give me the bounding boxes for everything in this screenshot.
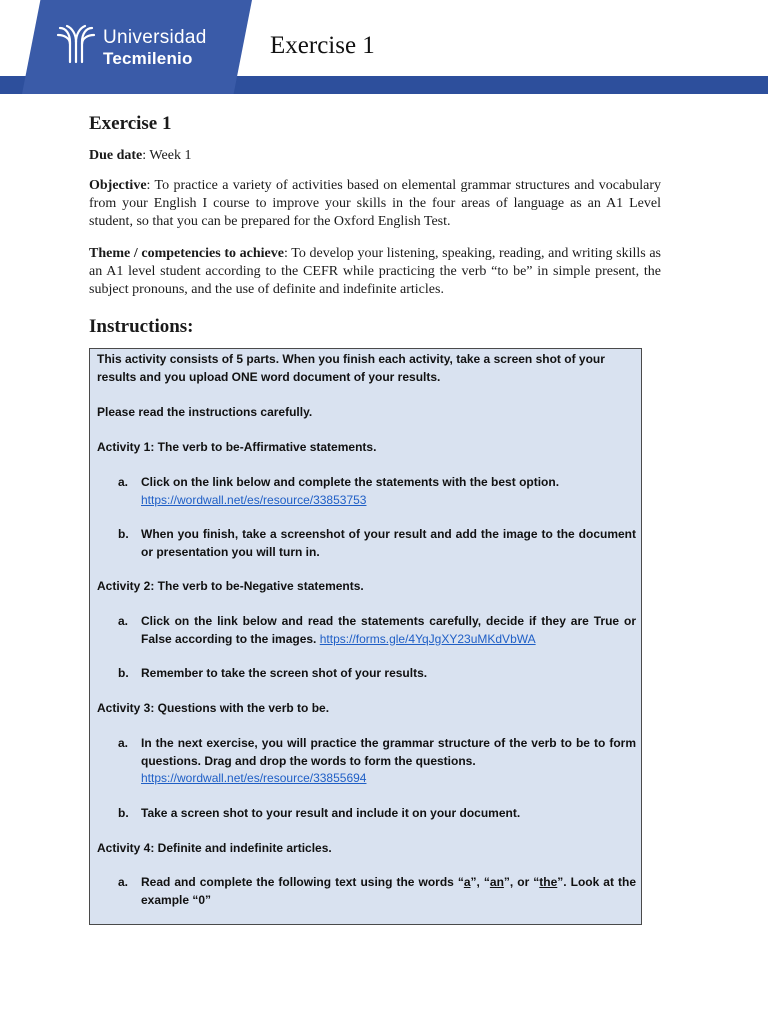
item-text: When you finish, take a screenshot of your result and add the image to the document or presentation you will turn in. — [141, 527, 636, 559]
word-an: an — [489, 875, 504, 889]
item-text — [141, 874, 636, 909]
objective-text: : To practice a variety of activities based on elemental grammar structures and vocabulary from your English I course to improve your skills in the four areas of language as an A1 Level student, so that you can be prepared for the Oxford English Test. — [89, 178, 661, 229]
item-letter: a. — [118, 614, 129, 628]
theme-label: Theme / competencies to achieve — [89, 246, 284, 261]
word-a: a — [463, 875, 471, 889]
item-text-part: ”, or “ — [503, 875, 540, 889]
activity-1-link[interactable]: https://wordwall.net/es/resource/33853753 — [141, 492, 367, 507]
word-the: the — [539, 875, 558, 889]
item-letter: a. — [118, 736, 129, 750]
item-text: Take a screen shot to your result and include it on your document. — [141, 806, 521, 820]
item-letter: b. — [118, 666, 129, 680]
item-text: Click on the link below and complete the statements with the best option. — [141, 475, 560, 489]
due-date-value: : Week 1 — [142, 148, 192, 163]
activity-4-title: Activity 4: Definite and indefinite articles. — [97, 841, 332, 855]
tecmilenio-logo-icon — [56, 22, 96, 66]
item-text: Click on the link below and read the statements carefully, decide if they are True or False according to the images. — [141, 614, 636, 646]
instructions-heading: Instructions: — [89, 316, 194, 337]
due-date-label: Due date — [89, 148, 143, 163]
header-title: Exercise 1 — [270, 32, 375, 59]
page-title: Exercise 1 — [89, 113, 172, 134]
intro-text: This activity consists of 5 parts. When you finish each activity, take a screen shot of your results and you upload ONE word document of your results. — [97, 352, 605, 384]
activity-3-link[interactable]: https://wordwall.net/es/resource/33855694 — [141, 771, 367, 785]
due-date-line — [89, 147, 661, 165]
read-instructions-text: Please read the instructions carefully. — [97, 405, 313, 419]
item-text-part: ”. Look at the example “0” — [141, 875, 636, 907]
activity-3-title: Activity 3: Questions with the verb to be. — [97, 701, 330, 715]
activity-2-title: Activity 2: The verb to be-Negative statements. — [97, 579, 364, 593]
objective-paragraph — [89, 177, 661, 231]
activity-2-link[interactable]: https://forms.gle/4YqJgXY23uMKdVbWA — [319, 631, 536, 646]
theme-text: : To develop your listening, speaking, reading, and writing skills as an A1 level student according to the CEFR while practicing the verb “to be” in simple present, the subject pronouns, and the use of definite and indefinite articles. — [89, 246, 661, 297]
logo-text-tecmilenio: Tecmilenio — [103, 49, 193, 68]
instructions-box — [89, 348, 642, 925]
item-letter: b. — [118, 527, 129, 541]
item-letter: a. — [118, 875, 129, 889]
item-text: In the next exercise, you will practice the grammar structure of the verb to be to form questions. Drag and drop the words to form the questions. — [141, 736, 636, 768]
item-text-part: Read and complete the following text using the words “ — [141, 875, 464, 889]
item-letter: b. — [118, 806, 129, 820]
theme-paragraph — [89, 245, 661, 299]
objective-label: Objective — [89, 178, 147, 193]
logo-text-universidad: Universidad — [103, 27, 207, 48]
activity-1-title: Activity 1: The verb to be-Affirmative statements. — [97, 440, 377, 454]
item-letter: a. — [118, 475, 129, 489]
item-text-part: ”, “ — [470, 875, 490, 889]
item-text: Remember to take the screen shot of your results. — [141, 666, 428, 680]
